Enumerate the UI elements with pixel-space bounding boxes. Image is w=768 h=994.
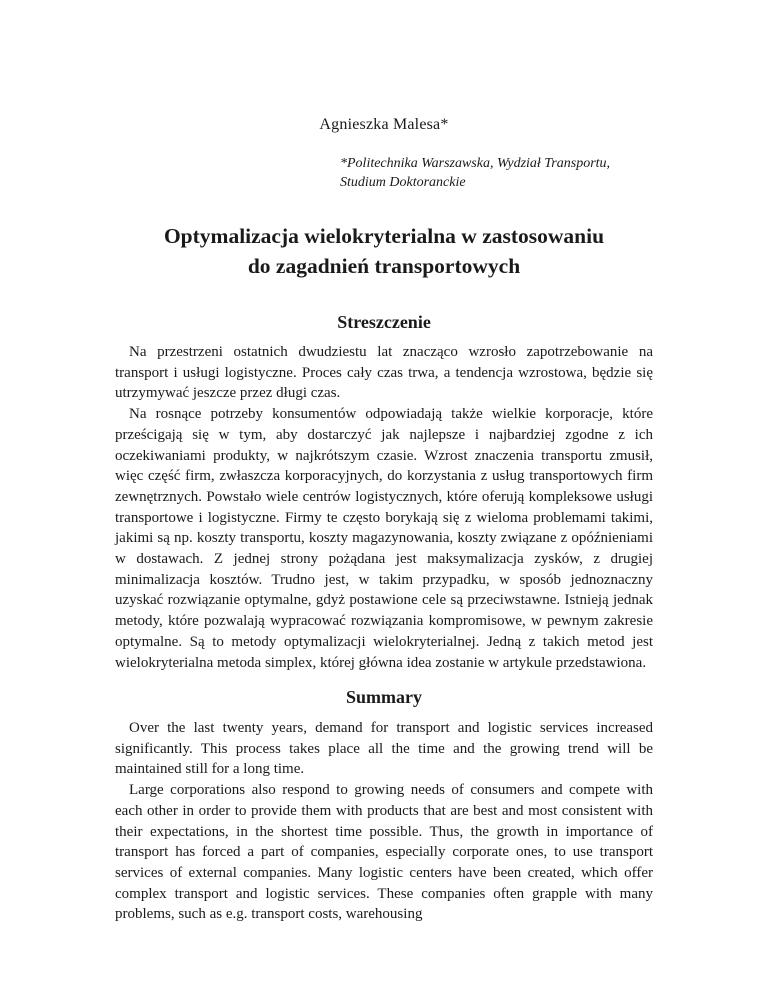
abstract-heading: Streszczenie	[337, 312, 431, 332]
paper-title	[115, 221, 653, 281]
summary-paragraph-1: Over the last twenty years, demand for transport and logistic services increased significantly. This process takes place all the time and the growing trend will be maintained still for a long time.	[115, 720, 653, 778]
author-affiliation	[340, 154, 660, 192]
summary-heading: Summary	[346, 687, 422, 707]
abstract-paragraph-2: Na rosnące potrzeby konsumentów odpowiadają także wielkie korporacje, które prześcigają się w tym, aby dostarczyć jak najlepsze i najbardziej zgodne z ich oczekiwaniami produkty, w najkrótszym czasie. Wzrost znaczenia transportu zmusił, więc część firm, zwłaszcza korporacyjnych, do korzystania z usług transportowych firm zewnętrznych. Powstało wiele centrów logistycznych, które oferują kompleksowe usługi transportowe i logistyczne. Firmy te często borykają się z wieloma problemami takimi, jakimi są np. koszty transportu, koszty magazynowania, koszty związane z opóźnieniami w dostawach. Z jednej strony pożądana jest maksymalizacja zysków, z drugiej minimalizacja kosztów. Trudno jest, w takim przypadku, w sposób jednoznaczny uzyskać rozwiązanie optymalne, gdyż postawione cele są przeciwstawne. Istnieją jednak metody, które pozwalają wypracować rozwiązania kompromisowe, w pewnym zakresie optymalne. Są to metody optymalizacji wielokryterialnej. Jedną z takich metod jest wielokryterialna metoda simplex, której główna idea zostanie w artykule przedstawiona.	[115, 406, 653, 671]
abstract-body	[115, 342, 653, 673]
affiliation-line-2: Studium Doktoranckie	[340, 175, 466, 190]
title-line-2: do zagadnień transportowych	[247, 254, 521, 278]
summary-paragraph-2: Large corporations also respond to growing needs of consumers and compete with each other in order to provide them with products that are best and most consistent with their expectations, in the shortest time possible. Thus, the growth in importance of transport has forced a part of companies, especially corporate ones, to use transport services of external companies. Many logistic centers have been created, which offer complex transport and logistic services. These companies often grapple with many problems, such as e.g. transport costs, warehousing	[115, 782, 653, 923]
author-name: Agnieszka Malesa*	[319, 116, 449, 133]
affiliation-line-1: *Politechnika Warszawska, Wydział Transportu,	[340, 156, 611, 171]
title-line-1: Optymalizacja wielokryterialna w zastosowaniu	[163, 224, 605, 248]
summary-body	[115, 718, 653, 925]
abstract-paragraph-1: Na przestrzeni ostatnich dwudziestu lat znacząco wzrosło zapotrzebowanie na transport i usługi logistyczne. Proces cały czas trwa, a tendencja wzrostowa, będzie się utrzymywać jeszcze przez długi czas.	[115, 344, 653, 402]
